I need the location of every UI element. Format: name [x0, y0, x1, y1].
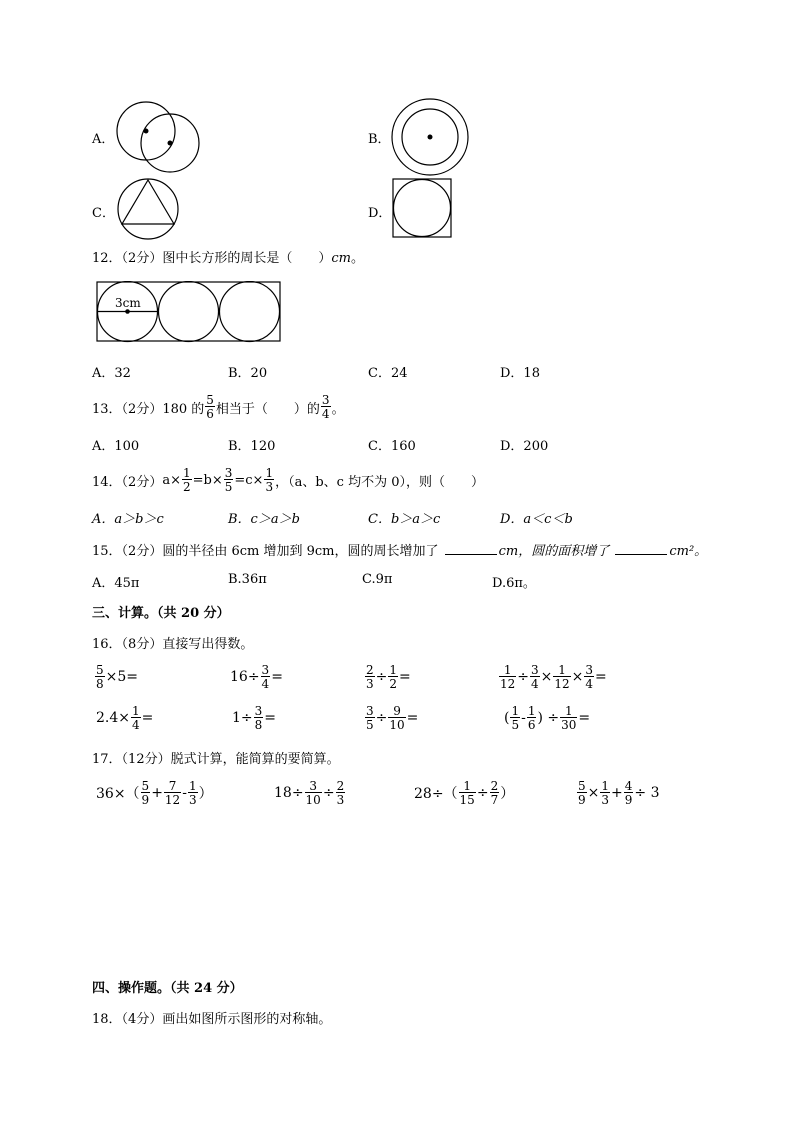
expr-rest: =: [141, 710, 154, 726]
paren-op: ) ÷: [537, 710, 560, 726]
q16-expr-5: [96, 703, 153, 733]
expr-rest: =: [264, 710, 277, 726]
operator: -: [521, 710, 526, 726]
denominator: 10: [389, 718, 405, 732]
numerator: 2: [366, 663, 374, 677]
q13-mid: 相当于（ ）的: [215, 401, 320, 417]
numerator: 3: [261, 663, 270, 677]
fraction: [365, 705, 375, 731]
expr-pre: 18÷: [274, 785, 304, 801]
q16-expr-4: [498, 662, 607, 692]
numerator: 4: [624, 779, 633, 793]
q12-stem: [92, 247, 364, 266]
q16-expr-3: [364, 662, 411, 692]
paren: (: [504, 710, 510, 726]
section-4-title: 四、操作题。（共 24 分）: [92, 981, 243, 996]
fraction: [336, 780, 346, 806]
q12-figure-rectangle-three-circles: [96, 281, 282, 343]
operator: +: [151, 785, 163, 801]
q11-option-d-label: D．: [368, 206, 392, 221]
numerator: 5: [578, 779, 586, 793]
numerator: 3: [309, 779, 317, 793]
fraction: [499, 664, 516, 690]
q14-fraction-2: [224, 467, 234, 493]
numerator: 1: [188, 779, 197, 793]
numerator: 7: [168, 779, 177, 793]
numerator: 1: [389, 663, 398, 677]
fraction: [530, 664, 540, 690]
q11-figure-c-inscribed-triangle: [115, 178, 181, 240]
q16-expr-1: [94, 662, 138, 692]
fraction: [624, 780, 634, 806]
operator: ÷: [375, 710, 388, 726]
numerator: 9: [393, 704, 401, 718]
fraction: [95, 664, 105, 690]
q16-expr-7: [364, 703, 418, 733]
q11-figure-d-circle-in-square: [392, 178, 454, 240]
fraction: [388, 705, 405, 731]
denominator: 4: [321, 407, 330, 421]
denominator: 12: [554, 677, 570, 691]
numerator: 3: [224, 466, 233, 480]
denominator: 30: [561, 718, 577, 732]
q16-expr-2: [230, 662, 283, 692]
q15-option-d: D.6π。: [492, 576, 536, 591]
q15-stem: [92, 540, 707, 559]
fraction: [553, 664, 570, 690]
q14-a-times: a×: [162, 472, 181, 488]
numerator: 1: [132, 704, 140, 718]
expr-rest: =: [578, 710, 591, 726]
operator: -: [182, 785, 187, 801]
q11-option-a-label: A．: [92, 132, 115, 147]
q13-fraction-1: [205, 394, 215, 420]
operator: ÷: [517, 669, 530, 685]
q16-expr-8: [504, 703, 590, 733]
expr-post: ）: [198, 786, 213, 802]
q12-option-d: D．18: [500, 366, 540, 381]
operator: ×: [587, 785, 600, 801]
denominator: 3: [336, 793, 345, 807]
fraction: [510, 705, 520, 731]
fraction: [459, 780, 476, 806]
numerator: 1: [564, 704, 573, 718]
numerator: 1: [601, 779, 610, 793]
q16-expr-6: [232, 703, 276, 733]
expr-rest: =: [399, 669, 411, 685]
q14-pre: 14．（2分）: [92, 474, 163, 490]
q15-unit-1: cm，圆的面积增了: [498, 544, 610, 559]
fraction: [388, 664, 398, 690]
section-3-title: 三、计算。（共 20 分）: [92, 606, 230, 621]
numerator: 1: [182, 466, 191, 480]
numerator: 3: [585, 663, 594, 677]
operator: ÷: [322, 785, 335, 801]
denominator: 9: [624, 793, 633, 807]
denominator: 2: [182, 480, 191, 494]
denominator: 7: [490, 793, 499, 807]
fraction: [527, 705, 537, 731]
denominator: 6: [527, 718, 536, 732]
q14-fraction-3: [264, 467, 274, 493]
q11-option-b-label: B．: [368, 132, 391, 147]
denominator: 12: [164, 793, 181, 807]
q13-option-a: A．100: [92, 439, 140, 454]
denominator: 2: [389, 677, 398, 691]
q17-stem: 17．（12分）脱式计算，能简算的要简算。: [92, 752, 340, 767]
denominator: 4: [132, 718, 140, 732]
numerator: 1: [265, 466, 274, 480]
denominator: 9: [141, 793, 150, 807]
denominator: 3: [188, 793, 197, 807]
q12-option-a: A．32: [92, 366, 131, 381]
fraction: [131, 705, 141, 731]
q14-eq-c: =c×: [234, 472, 264, 488]
denominator: 3: [265, 480, 274, 494]
fraction: [577, 780, 587, 806]
denominator: 5: [366, 718, 374, 732]
q16-stem: 16．（8分）直接写出得数。: [92, 637, 254, 652]
expr-rest: =: [595, 669, 607, 685]
operator: +: [611, 785, 623, 801]
denominator: 4: [531, 677, 539, 691]
q14-option-d: D．a＜c＜b: [500, 512, 573, 527]
numerator: 1: [511, 704, 520, 718]
expr-post: ÷ 3: [634, 785, 660, 801]
denominator: 5: [224, 480, 233, 494]
expr-pre: 28÷（: [414, 786, 458, 802]
q17-expr-2: [274, 778, 346, 808]
q12-end: 。: [350, 251, 364, 266]
q11-figure-a-intersecting-circles: [112, 100, 204, 174]
fraction: [490, 780, 500, 806]
q14-fraction-1: [182, 467, 192, 493]
expr-post: ）: [500, 786, 515, 802]
q14-option-b: B．c＞a＞b: [228, 512, 300, 527]
q12-figure-label: 3cm: [115, 296, 141, 310]
denominator: 3: [366, 677, 374, 691]
numerator: 5: [141, 779, 150, 793]
q12-stem-text: 12．（2分）图中长方形的周长是（ ）: [92, 251, 332, 266]
q15-blank-1[interactable]: [445, 542, 497, 555]
operator: ÷: [375, 669, 388, 685]
q14-eq-b: =b×: [192, 472, 223, 488]
q13-fraction-2: [321, 394, 331, 420]
fraction: [254, 705, 264, 731]
fraction: [261, 664, 271, 690]
q11-option-c-label: C．: [92, 206, 115, 221]
q15-stem-text: 15．（2分）圆的半径由 6cm 增加到 9cm，圆的周长增加了: [92, 544, 439, 559]
q14-stem: [92, 465, 484, 495]
denominator: 8: [96, 677, 104, 691]
fraction: [188, 780, 198, 806]
q13-stem: [92, 392, 345, 422]
denominator: 10: [305, 793, 321, 807]
expr-pre: 1÷: [232, 710, 253, 726]
q14-condition: ，（a、b、c 均不为 0），则（ ）: [275, 474, 484, 490]
q12-option-c: C．24: [368, 366, 408, 381]
fraction: [141, 780, 151, 806]
numerator: 1: [503, 663, 512, 677]
numerator: 1: [527, 704, 536, 718]
numerator: 3: [531, 663, 539, 677]
q15-option-a: A．45π: [92, 576, 140, 591]
denominator: 8: [254, 718, 263, 732]
expr-rest: =: [271, 669, 283, 685]
fraction: [365, 664, 375, 690]
denominator: 15: [459, 793, 475, 807]
expr-pre: 36×（: [96, 786, 140, 802]
operator: ×: [571, 669, 584, 685]
numerator: 3: [254, 704, 263, 718]
q13-option-b: B．120: [228, 439, 276, 454]
q17-expr-1: [96, 778, 213, 808]
numerator: 3: [366, 704, 374, 718]
q13-end: 。: [331, 401, 345, 417]
denominator: 4: [585, 677, 594, 691]
q11-figure-b-concentric-circles: [390, 97, 470, 177]
numerator: 1: [463, 779, 471, 793]
operator: ÷: [476, 785, 489, 801]
numerator: 5: [206, 393, 214, 407]
q13-pre: 13．（2分）180 的: [92, 401, 205, 417]
denominator: 9: [578, 793, 586, 807]
denominator: 5: [511, 718, 520, 732]
denominator: 4: [261, 677, 270, 691]
q15-blank-2[interactable]: [615, 542, 667, 555]
q15-unit-2: cm²。: [669, 544, 708, 559]
expr-rest: ×5=: [105, 669, 139, 685]
q18-stem: 18．（4分）画出如图所示图形的对称轴。: [92, 1012, 332, 1027]
numerator: 5: [96, 663, 104, 677]
fraction: [305, 780, 322, 806]
fraction: [584, 664, 594, 690]
q13-option-c: C．160: [368, 439, 416, 454]
fraction: [600, 780, 610, 806]
denominator: 3: [601, 793, 610, 807]
denominator: 6: [206, 407, 214, 421]
expr-pre: 2.4×: [96, 710, 130, 726]
q13-option-d: D．200: [500, 439, 549, 454]
numerator: 3: [321, 393, 330, 407]
q12-unit: cm: [331, 251, 351, 266]
denominator: 12: [500, 677, 516, 691]
operator: ×: [540, 669, 553, 685]
q15-option-c: C.9π: [362, 572, 393, 587]
fraction: [164, 780, 181, 806]
numerator: 2: [336, 779, 345, 793]
numerator: 2: [490, 779, 499, 793]
q15-option-b: B.36π: [228, 572, 267, 587]
q14-option-a: A．a＞b＞c: [92, 512, 164, 527]
expr-rest: =: [406, 710, 419, 726]
fraction: [560, 705, 577, 731]
expr-pre: 16÷: [230, 669, 260, 685]
q12-option-b: B．20: [228, 366, 268, 381]
q14-option-c: C．b＞a＞c: [368, 512, 441, 527]
q17-expr-3: [414, 778, 514, 808]
numerator: 1: [558, 663, 566, 677]
q17-expr-4: [576, 778, 659, 808]
